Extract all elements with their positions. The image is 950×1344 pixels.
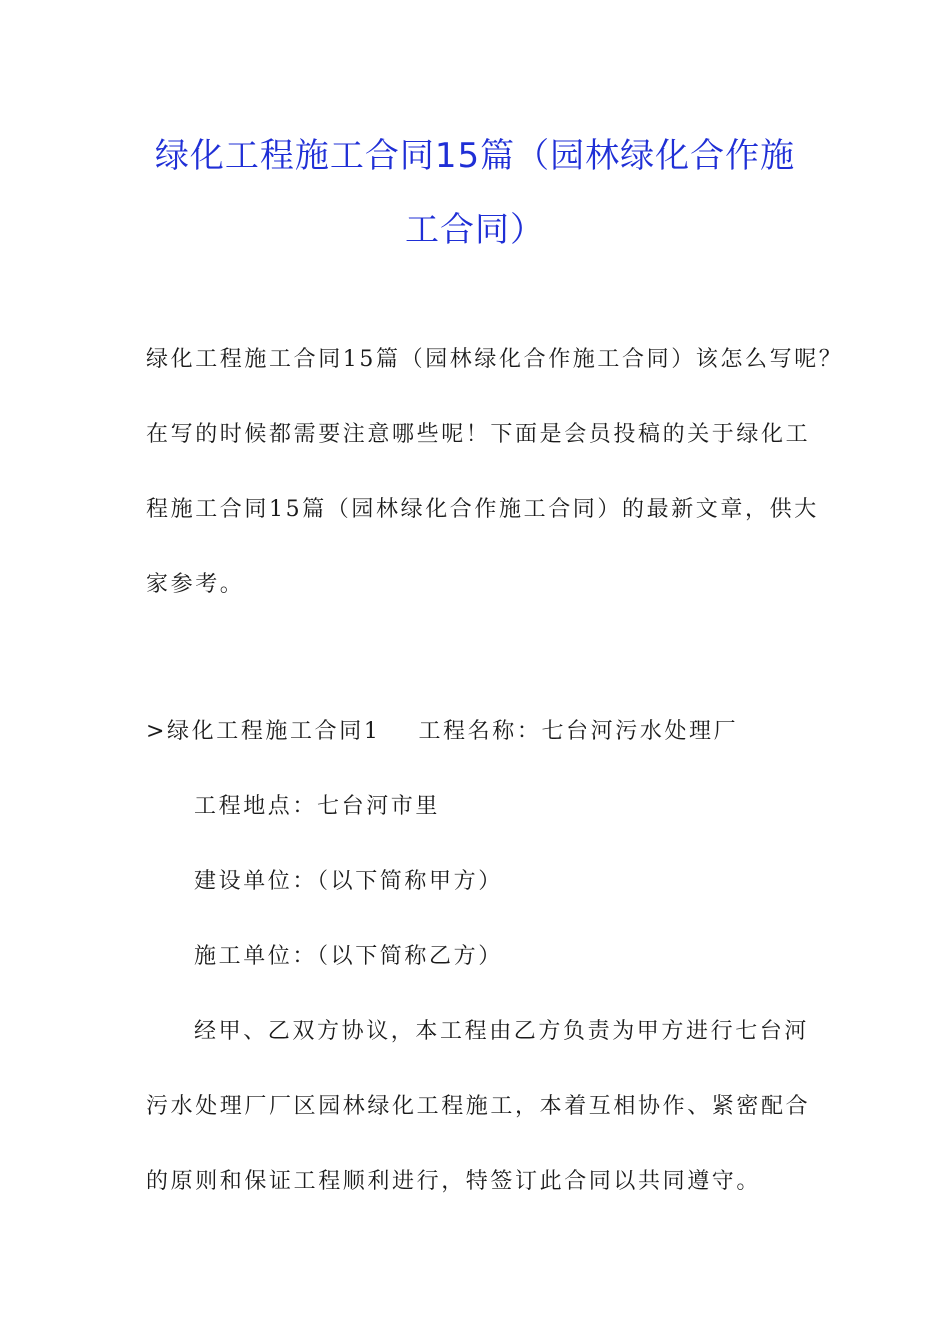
- intro-line-3: 程施工合同15篇（园林绿化合作施工合同）的最新文章，供大: [146, 497, 819, 522]
- intro-line-2: 在写的时候都需要注意哪些呢！下面是会员投稿的关于绿化工: [146, 422, 811, 447]
- document-title-line-2: 工合同）: [405, 210, 545, 250]
- agreement-line-3: 的原则和保证工程顺利进行，特签订此合同以共同遵守。: [146, 1169, 762, 1194]
- agreement-line-1: 经甲、乙双方协议，本工程由乙方负责为甲方进行七台河: [194, 1019, 810, 1044]
- intro-line-4: 家参考。: [146, 572, 245, 597]
- section-heading-row: [146, 717, 738, 747]
- project-location: 工程地点：七台河市里: [194, 794, 441, 819]
- section-heading: >绿化工程施工合同1: [146, 719, 381, 744]
- client-party: 建设单位：（以下简称甲方）: [194, 869, 503, 894]
- agreement-line-2: 污水处理厂厂区园林绿化工程施工，本着互相协作、紧密配合: [146, 1094, 811, 1119]
- intro-line-1: 绿化工程施工合同15篇（园林绿化合作施工合同）该怎么写呢？: [146, 347, 844, 372]
- document-title-line-1: 绿化工程施工合同15篇（园林绿化合作施: [154, 136, 796, 176]
- contractor-party: 施工单位：（以下简称乙方）: [194, 944, 503, 969]
- project-name: 工程名称：七台河污水处理厂: [418, 719, 739, 744]
